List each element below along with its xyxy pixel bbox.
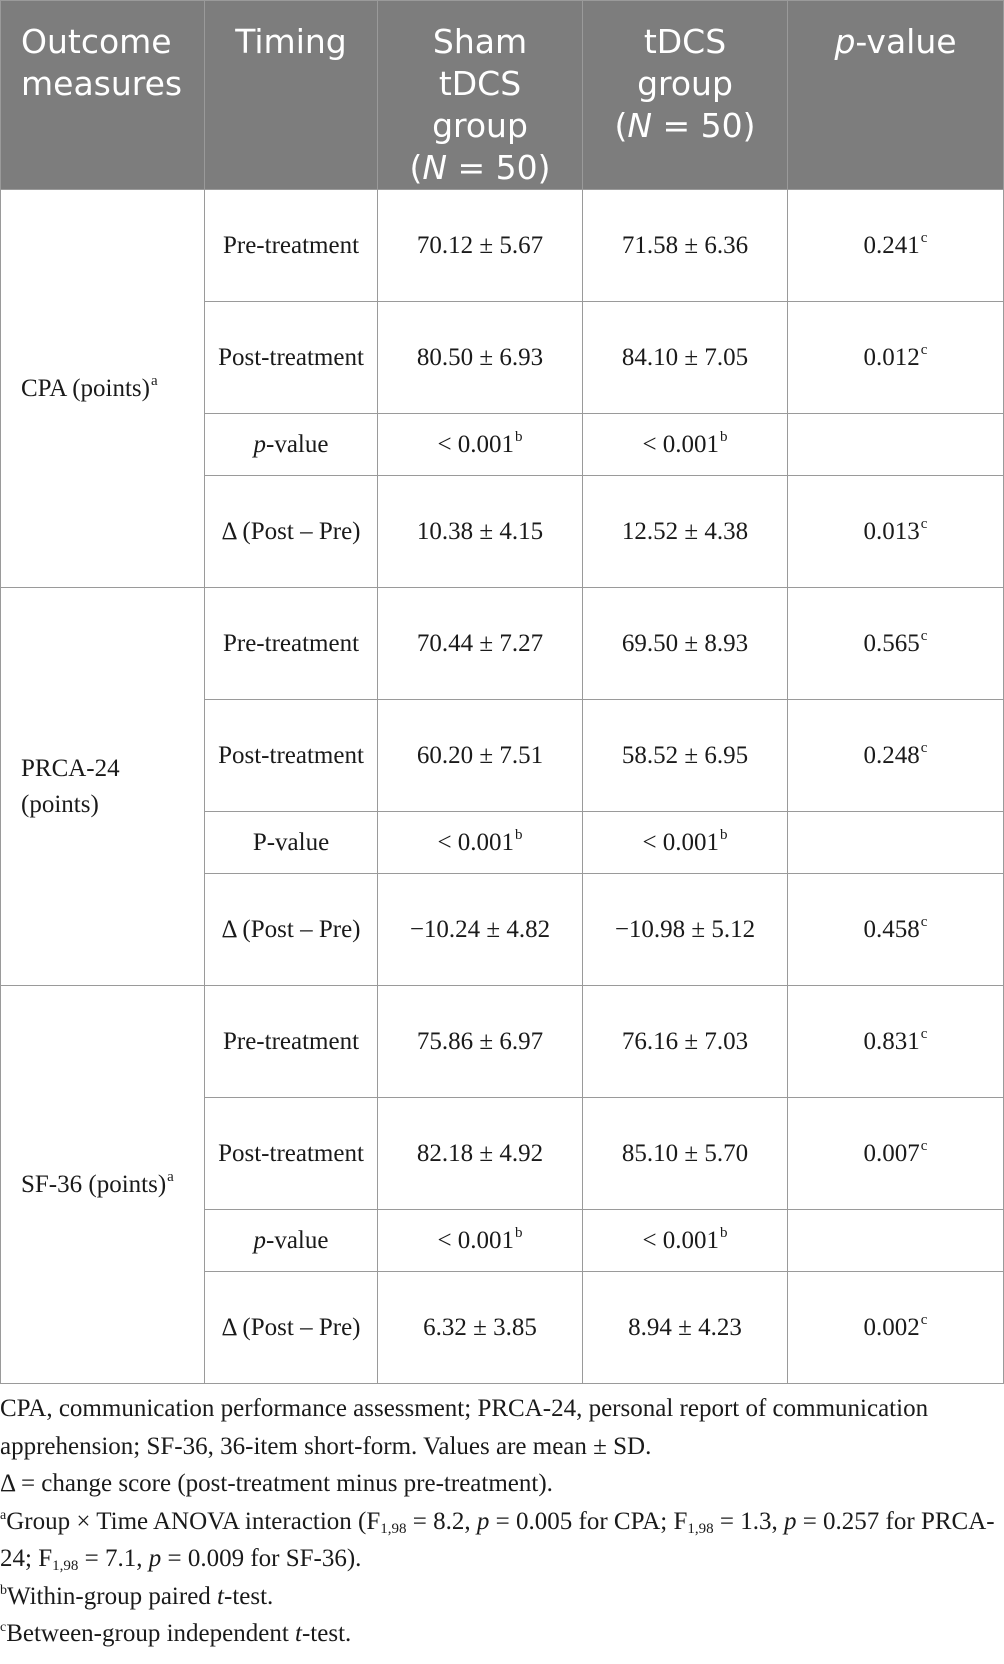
sham-cell	[378, 476, 583, 588]
table-row	[1, 986, 1004, 1098]
footnote-mark: c	[920, 739, 928, 756]
footnote-mark: c	[920, 913, 928, 930]
tdcs-value: −10.98 ± 5.12	[614, 915, 756, 943]
tdcs-value: < 0.001	[642, 430, 720, 458]
timing-cell: P-value	[205, 812, 378, 874]
footnote-mark: c	[920, 1137, 928, 1154]
header-sham-n: N	[422, 148, 448, 187]
footnote-text: = 0.005 for CPA; F	[489, 1507, 688, 1535]
p-cell	[788, 302, 1004, 414]
table-row	[1, 190, 1004, 302]
tdcs-cell	[583, 476, 788, 588]
sham-cell	[378, 190, 583, 302]
p-value: 0.007	[863, 1139, 920, 1167]
p-cell	[788, 588, 1004, 700]
sham-value: < 0.001	[437, 828, 515, 856]
timing-cell: Δ (Post – Pre)	[205, 1272, 378, 1384]
header-tdcs-line2: group	[637, 64, 733, 103]
timing-p-italic: p	[253, 1226, 267, 1254]
p-cell	[788, 1210, 1004, 1272]
timing-cell: Δ (Post – Pre)	[205, 476, 378, 588]
outcome-label: CPA (points)	[21, 374, 150, 402]
sham-cell	[378, 874, 583, 986]
p-value: 0.002	[863, 1313, 920, 1341]
header-tdcs-group	[583, 1, 788, 190]
footnote-mark: c	[920, 1311, 928, 1328]
footnote-mark: b	[515, 1224, 523, 1241]
footnote-sub: 1,98	[52, 1558, 79, 1574]
header-outcome-measures: Outcome measures	[1, 1, 205, 190]
sham-value: 82.18 ± 4.92	[416, 1139, 544, 1167]
p-value: 0.831	[863, 1027, 920, 1055]
header-sham-n-open: (	[409, 148, 423, 187]
outcome-label: SF-36 (points)	[21, 1170, 167, 1198]
footnote-mark: c	[920, 627, 928, 644]
footnote-text: = 0.257 for PRCA-24; F	[0, 1507, 995, 1572]
tdcs-value: 85.10 ± 5.70	[621, 1139, 749, 1167]
tdcs-cell	[583, 190, 788, 302]
outcome-sf-36	[1, 986, 205, 1384]
p-cell	[788, 476, 1004, 588]
header-p-rest: -value	[855, 22, 957, 61]
footnote-text: = 0.009 for SF-36).	[161, 1545, 362, 1572]
footnote-delta: Δ = change score (post-treatment minus pre-treatment).	[0, 1470, 553, 1497]
tdcs-value: < 0.001	[642, 1226, 720, 1254]
tdcs-cell	[583, 414, 788, 476]
header-timing: Timing	[205, 1, 378, 190]
sham-value: 80.50 ± 6.93	[416, 343, 544, 371]
header-p-value	[788, 1, 1004, 190]
header-sham-line1: Sham	[432, 22, 528, 61]
footnote-mark: b	[720, 428, 728, 445]
footnote-italic: p	[148, 1545, 162, 1572]
table-row	[1, 588, 1004, 700]
sham-value: 70.12 ± 5.67	[416, 231, 544, 259]
timing-p-rest: -value	[266, 1226, 329, 1254]
timing-cell: Pre-treatment	[205, 190, 378, 302]
timing-cell: Δ (Post – Pre)	[205, 874, 378, 986]
sham-value: 75.86 ± 6.97	[416, 1027, 544, 1055]
sham-value: 6.32 ± 3.85	[423, 1313, 537, 1341]
footnote-mark: b	[515, 428, 523, 445]
sham-cell	[378, 1210, 583, 1272]
p-cell	[788, 1098, 1004, 1210]
outcome-cpa	[1, 190, 205, 588]
footnote-text: = 7.1,	[78, 1545, 149, 1572]
tdcs-cell	[583, 588, 788, 700]
sham-cell	[378, 812, 583, 874]
header-sham-group	[378, 1, 583, 190]
sham-cell	[378, 588, 583, 700]
footnote-mark: c	[920, 515, 928, 532]
tdcs-value: 76.16 ± 7.03	[621, 1027, 749, 1055]
tdcs-value: < 0.001	[642, 828, 720, 856]
footnote-mark: b	[720, 1224, 728, 1241]
footnote-b	[0, 1578, 1000, 1616]
footnote-text: -test.	[301, 1620, 352, 1647]
timing-cell: Post-treatment	[205, 302, 378, 414]
header-tdcs-n: N	[627, 106, 653, 145]
outcome-label: PRCA-24 (points)	[21, 754, 120, 818]
tdcs-value: 69.50 ± 8.93	[621, 629, 749, 657]
timing-cell	[205, 414, 378, 476]
footnote-italic: t	[295, 1620, 302, 1647]
p-cell	[788, 700, 1004, 812]
p-cell	[788, 812, 1004, 874]
footnote-italic: p	[783, 1507, 797, 1535]
timing-cell: Post-treatment	[205, 700, 378, 812]
sham-value: 10.38 ± 4.15	[416, 517, 544, 545]
table-footnotes	[0, 1390, 1000, 1653]
header-tdcs-line1: tDCS	[643, 22, 727, 61]
footnote-c	[0, 1615, 1000, 1653]
footnote-a	[0, 1503, 1000, 1578]
footnote-mark: c	[920, 1025, 928, 1042]
footnote-text: Group × Time ANOVA interaction (F	[6, 1507, 381, 1535]
timing-p-italic: p	[253, 430, 267, 458]
tdcs-value: 84.10 ± 7.05	[621, 343, 749, 371]
tdcs-cell	[583, 1272, 788, 1384]
footnote-b-mark: b	[0, 1582, 7, 1598]
tdcs-cell	[583, 302, 788, 414]
footnote-mark: c	[920, 341, 928, 358]
sham-cell	[378, 700, 583, 812]
header-sham-line2: tDCS	[438, 64, 522, 103]
tdcs-cell	[583, 1098, 788, 1210]
header-tdcs-n-rest: = 50)	[652, 106, 756, 145]
footnote-a-mark: a	[0, 1507, 7, 1523]
footnote-sub: 1,98	[687, 1520, 714, 1537]
footnote-text: Between-group independent	[6, 1620, 296, 1647]
outcome-prca-24	[1, 588, 205, 986]
footnote-mark: b	[515, 826, 523, 843]
footnote-text: = 8.2,	[406, 1507, 477, 1535]
tdcs-value: 12.52 ± 4.38	[621, 517, 749, 545]
sham-value: −10.24 ± 4.82	[409, 915, 551, 943]
timing-cell: Pre-treatment	[205, 986, 378, 1098]
tdcs-value: 71.58 ± 6.36	[621, 231, 749, 259]
footnote-mark: b	[720, 826, 728, 843]
sham-cell	[378, 414, 583, 476]
p-cell	[788, 414, 1004, 476]
footnote-text: Within-group paired	[7, 1582, 218, 1610]
p-value: 0.241	[863, 231, 920, 259]
sham-cell	[378, 302, 583, 414]
tdcs-cell	[583, 1210, 788, 1272]
sham-value: < 0.001	[437, 1226, 515, 1254]
tdcs-cell	[583, 812, 788, 874]
sham-cell	[378, 1272, 583, 1384]
p-cell	[788, 190, 1004, 302]
sham-cell	[378, 1098, 583, 1210]
header-sham-n-rest: = 50)	[447, 148, 551, 187]
p-value: 0.248	[863, 741, 920, 769]
header-row	[1, 1, 1004, 190]
footnote-sub: 1,98	[380, 1520, 407, 1537]
header-sham-line3: group	[432, 106, 528, 145]
sham-value: 60.20 ± 7.51	[416, 741, 544, 769]
p-value: 0.012	[863, 343, 920, 371]
footnote-text: = 1.3,	[713, 1507, 784, 1535]
footnote-c-mark: c	[0, 1620, 7, 1635]
p-value: 0.013	[863, 517, 920, 545]
footnote-text: -test.	[224, 1582, 274, 1610]
timing-cell	[205, 1210, 378, 1272]
p-cell	[788, 1272, 1004, 1384]
footnote-mark: a	[150, 372, 158, 389]
timing-cell: Pre-treatment	[205, 588, 378, 700]
tdcs-value: 58.52 ± 6.95	[621, 741, 749, 769]
timing-p-rest: -value	[266, 430, 329, 458]
tdcs-cell	[583, 874, 788, 986]
p-cell	[788, 874, 1004, 986]
sham-value: 70.44 ± 7.27	[416, 629, 544, 657]
tdcs-value: 8.94 ± 4.23	[628, 1313, 742, 1341]
footnote-italic: p	[476, 1507, 490, 1535]
timing-cell: Post-treatment	[205, 1098, 378, 1210]
footnote-mark: a	[167, 1168, 174, 1185]
footnote-italic: t	[217, 1582, 224, 1610]
p-value: 0.565	[863, 629, 920, 657]
tdcs-cell	[583, 986, 788, 1098]
p-value: 0.458	[863, 915, 920, 943]
sham-cell	[378, 986, 583, 1098]
sham-value: < 0.001	[437, 430, 515, 458]
footnote-abbreviations: CPA, communication performance assessment; PRCA-24, personal report of communication apprehension; SF-36, 36-item short-form. Values are mean ± SD.	[0, 1395, 929, 1460]
tdcs-cell	[583, 700, 788, 812]
header-p-italic: p	[834, 22, 856, 61]
footnote-mark: c	[920, 229, 928, 246]
header-tdcs-n-open: (	[614, 106, 628, 145]
p-cell	[788, 986, 1004, 1098]
